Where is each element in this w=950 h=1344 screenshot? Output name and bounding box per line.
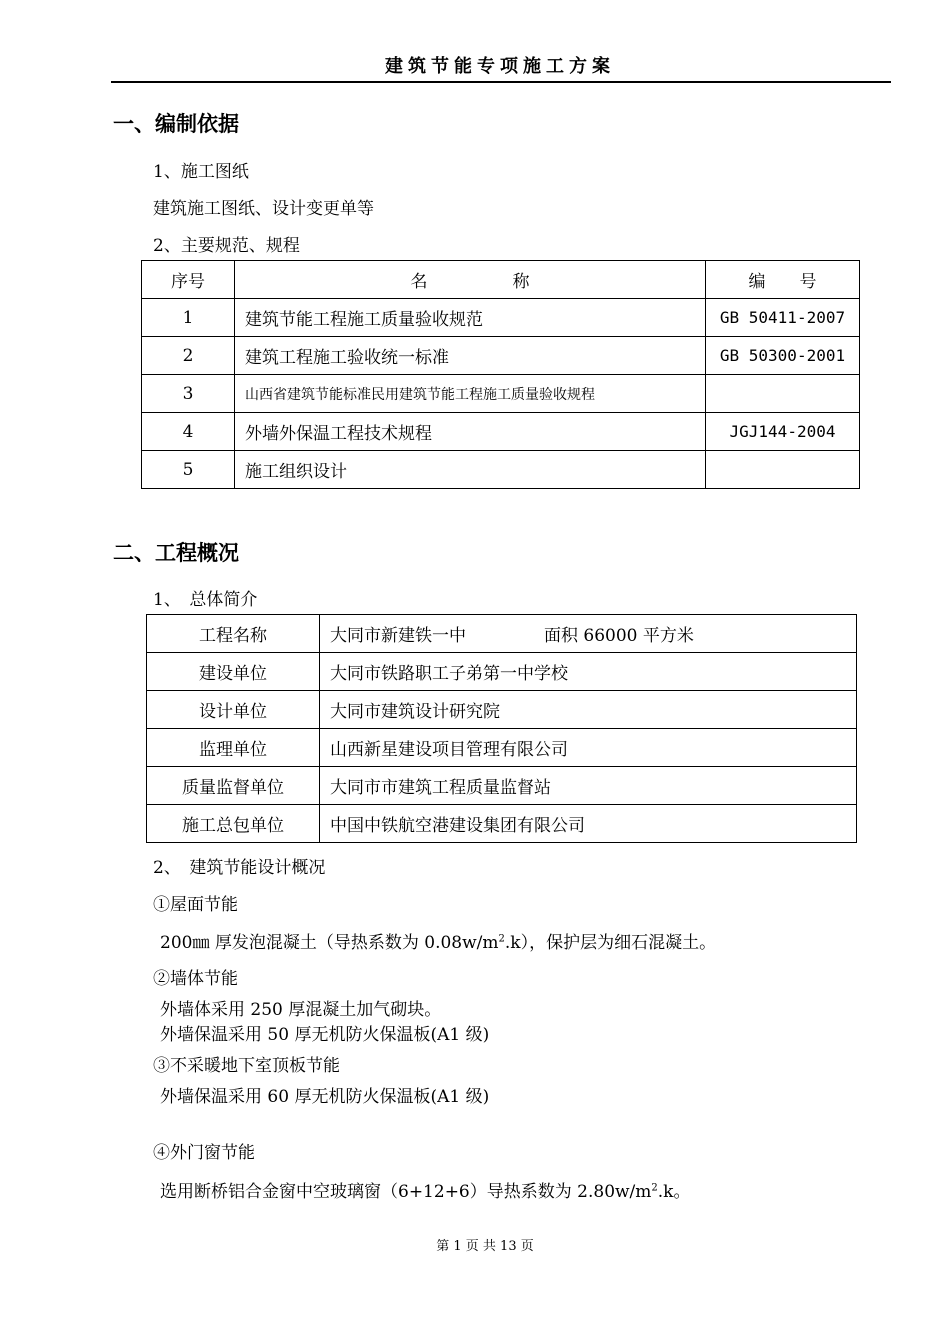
info-label: 监理单位 (147, 729, 320, 767)
row-name: 山西省建筑节能标准民用建筑节能工程施工质量验收规程 (235, 375, 706, 413)
header-code: 编 号 (706, 261, 860, 299)
info-value: 大同市市建筑工程质量监督站 (320, 767, 857, 805)
info-value: 山西新星建设项目管理有限公司 (320, 729, 857, 767)
table-row (147, 805, 857, 843)
info-label: 工程名称 (147, 615, 320, 653)
table-row (142, 413, 860, 451)
info-value: 中国中铁航空港建设集团有限公司 (320, 805, 857, 843)
table-row (142, 337, 860, 375)
row-name: 外墙外保温工程技术规程 (235, 413, 706, 451)
info-value: 大同市铁路职工子弟第一中学校 (320, 653, 857, 691)
table-row (147, 767, 857, 805)
row-code: GB 50300-2001 (706, 337, 860, 375)
roof-text-superscript: 2 (498, 933, 505, 945)
row-no: 3 (142, 375, 235, 413)
header-no: 序号 (142, 261, 235, 299)
roof-title: ①屋面节能 (153, 895, 238, 915)
row-name: 建筑节能工程施工质量验收规范 (235, 299, 706, 337)
page-number: 第 1 页 共 13 页 (436, 1239, 534, 1254)
roof-text (160, 928, 716, 953)
row-code (706, 375, 860, 413)
table-row (142, 451, 860, 489)
row-no: 4 (142, 413, 235, 451)
header-name: 名 称 (235, 261, 706, 299)
table-header-row (142, 261, 860, 299)
info-value: 大同市建筑设计研究院 (320, 691, 857, 729)
table-row (147, 653, 857, 691)
header-rule (111, 81, 891, 83)
row-no: 1 (142, 299, 235, 337)
table-row (142, 375, 860, 413)
subsection-energy-design: 2、 建筑节能设计概况 (153, 858, 326, 878)
wall-title: ②墙体节能 (153, 969, 238, 989)
table-row (147, 691, 857, 729)
roof-text-b: .k），保护层为细石混凝土。 (504, 933, 717, 953)
wall-text-1: 外墙体采用 250 厚混凝土加气砌块。 (160, 1000, 442, 1020)
document-header-title: 建筑节能专项施工方案 (385, 56, 615, 77)
table-row (147, 729, 857, 767)
row-code: JGJ144-2004 (706, 413, 860, 451)
info-label: 施工总包单位 (147, 805, 320, 843)
window-text-superscript: 2 (651, 1182, 658, 1194)
section-heading-basis: 一、编制依据 (113, 112, 239, 136)
info-label: 设计单位 (147, 691, 320, 729)
row-code (706, 451, 860, 489)
subsection-standards: 2、主要规范、规程 (153, 236, 300, 256)
window-text-b: .k。 (657, 1182, 691, 1202)
row-name: 施工组织设计 (235, 451, 706, 489)
roof-text-a: 200㎜ 厚发泡混凝土（导热系数为 0.08w/m (160, 933, 499, 953)
row-no: 2 (142, 337, 235, 375)
info-label: 建设单位 (147, 653, 320, 691)
info-value (320, 615, 857, 653)
info-value-text: 大同市新建铁一中 (330, 626, 466, 646)
row-name: 建筑工程施工验收统一标准 (235, 337, 706, 375)
drawings-text: 建筑施工图纸、设计变更单等 (153, 199, 374, 219)
standards-table (141, 260, 860, 489)
section-heading-overview: 二、工程概况 (113, 541, 239, 565)
table-row (147, 615, 857, 653)
info-area-text: 面积 66000 平方米 (544, 626, 694, 646)
window-text-a: 选用断桥铝合金窗中空玻璃窗（6+12+6）导热系数为 2.80w/m (160, 1182, 652, 1202)
wall-text-2: 外墙保温采用 50 厚无机防火保温板(A1 级) (160, 1025, 490, 1045)
basement-text: 外墙保温采用 60 厚无机防火保温板(A1 级) (160, 1087, 490, 1107)
subsection-drawings: 1、施工图纸 (153, 162, 249, 182)
subsection-summary: 1、 总体简介 (153, 590, 258, 610)
info-label: 质量监督单位 (147, 767, 320, 805)
window-title: ④外门窗节能 (153, 1143, 255, 1163)
basement-title: ③不采暖地下室顶板节能 (153, 1056, 340, 1076)
row-code: GB 50411-2007 (706, 299, 860, 337)
table-row (142, 299, 860, 337)
project-info-table (146, 614, 857, 843)
window-text (160, 1177, 691, 1202)
row-no: 5 (142, 451, 235, 489)
